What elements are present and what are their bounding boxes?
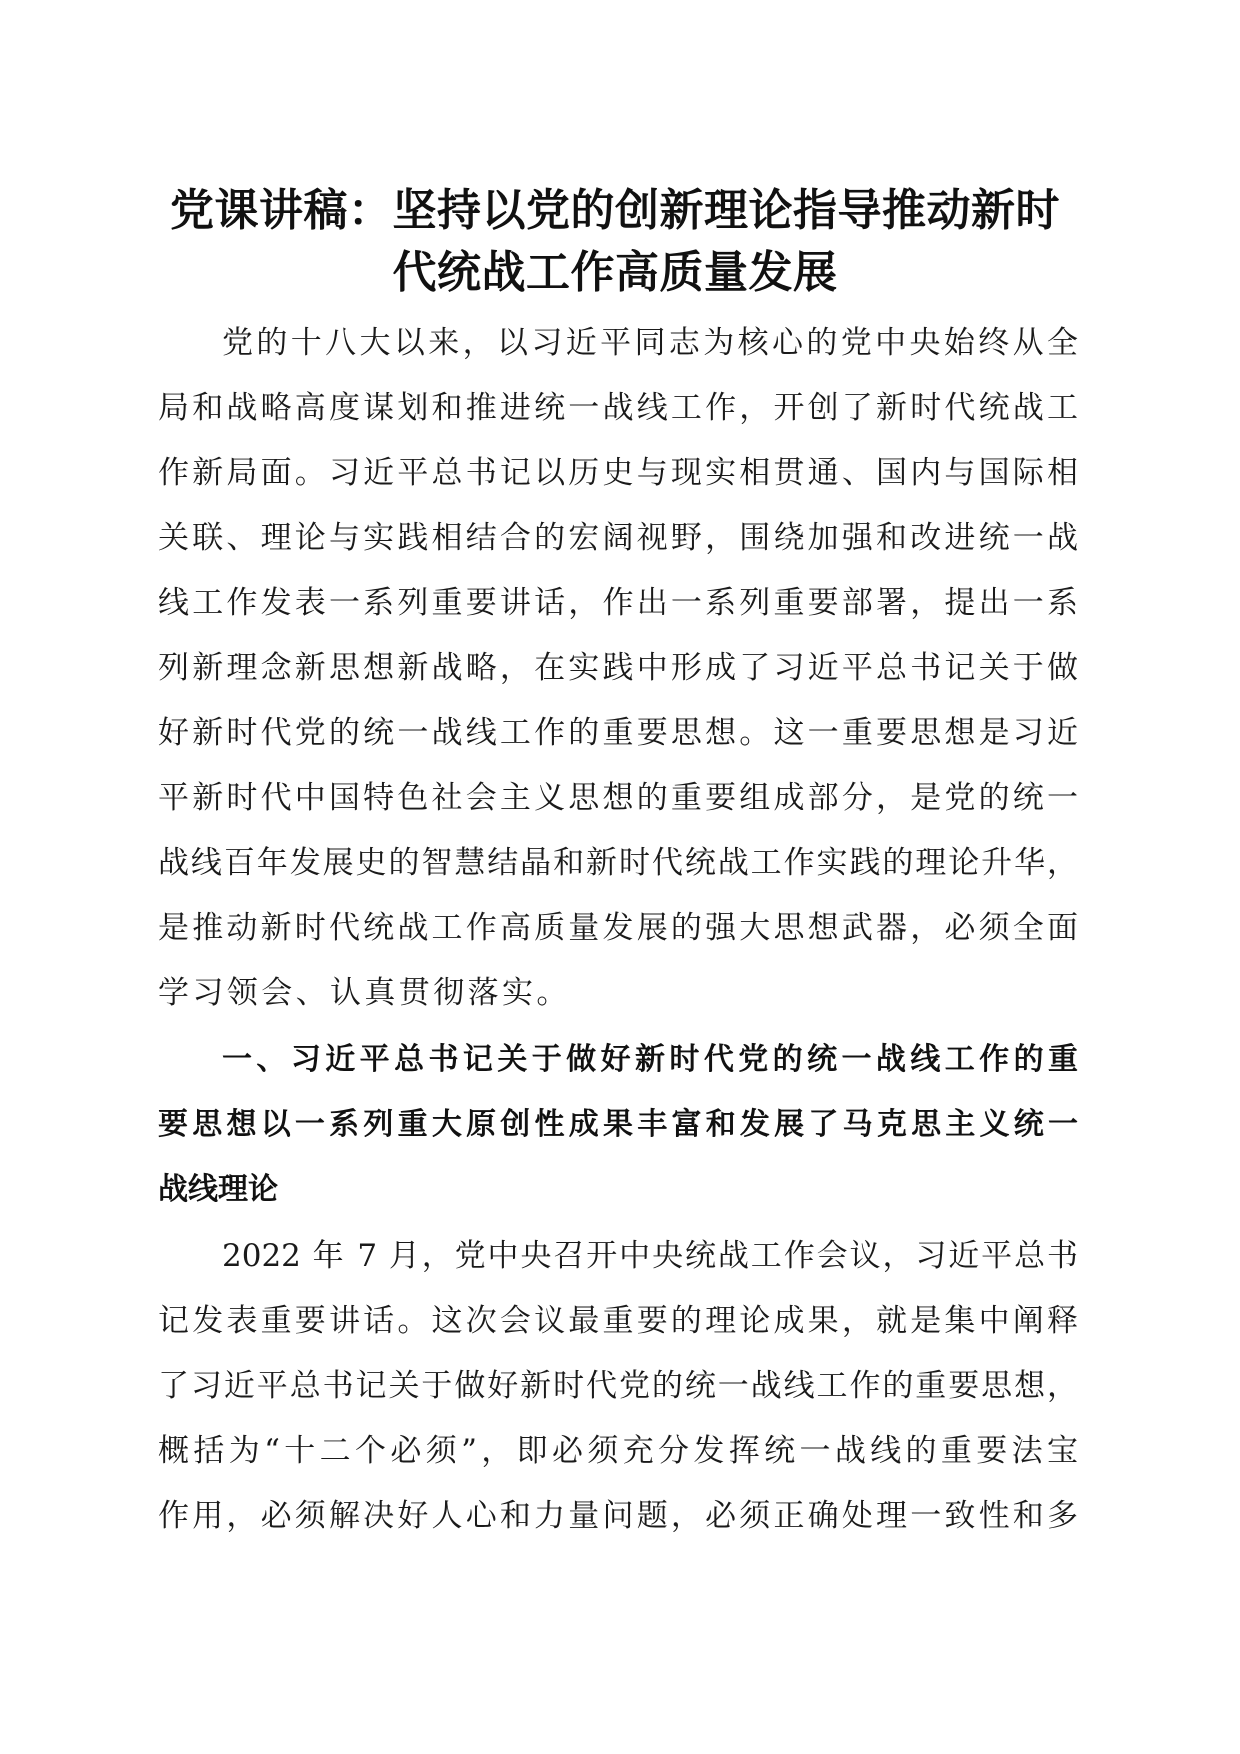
paragraph-2-line: 记发表重要讲话。这次会议最重要的理论成果，就是集中阐释: [158, 1303, 1078, 1339]
paragraph-2-line: 概括为“十二个必须”，即必须充分发挥统一战线的重要法宝: [158, 1433, 1078, 1469]
paragraph-2-line: 了习近平总书记关于做好新时代党的统一战线工作的重要思想，: [158, 1368, 1078, 1404]
paragraph-1-line: 局和战略高度谋划和推进统一战线工作，开创了新时代统战工: [158, 390, 1078, 426]
paragraph-1-line: 是推动新时代统战工作高质量发展的强大思想武器，必须全面: [158, 910, 1078, 946]
paragraph-1-line: 作新局面。习近平总书记以历史与现实相贯通、国内与国际相: [158, 455, 1078, 491]
paragraph-1-line: 关联、理论与实践相结合的宏阔视野，围绕加强和改进统一战: [158, 520, 1078, 556]
paragraph-1-line: 学习领会、认真贯彻落实。: [158, 975, 571, 1011]
paragraph-2-line: 2022 年 7 月，党中央召开中央统战工作会议，习近平总书: [222, 1238, 1078, 1274]
paragraph-1-line: 战线百年发展史的智慧结晶和新时代统战工作实践的理论升华，: [158, 845, 1078, 881]
document-title-line-1: 党课讲稿：坚持以党的创新理论指导推动新时: [170, 185, 1060, 236]
paragraph-2-line: 作用，必须解决好人心和力量问题，必须正确处理一致性和多: [158, 1498, 1078, 1534]
paragraph-1-line: 好新时代党的统一战线工作的重要思想。这一重要思想是习近: [158, 715, 1078, 751]
paragraph-1-line: 列新理念新思想新战略，在实践中形成了习近平总书记关于做: [158, 650, 1078, 686]
paragraph-1-line: 线工作发表一系列重要讲话，作出一系列重要部署，提出一系: [158, 585, 1078, 621]
paragraph-1-line: 平新时代中国特色社会主义思想的重要组成部分，是党的统一: [158, 780, 1078, 816]
section-1-heading-line: 战线理论: [158, 1172, 278, 1207]
paragraph-1-line: 党的十八大以来，以习近平同志为核心的党中央始终从全: [222, 325, 1078, 361]
section-1-heading-line: 一、习近平总书记关于做好新时代党的统一战线工作的重: [222, 1042, 1078, 1077]
document-title-line-2: 代统战工作高质量发展: [392, 247, 838, 298]
section-1-heading-line: 要思想以一系列重大原创性成果丰富和发展了马克思主义统一: [158, 1107, 1078, 1142]
